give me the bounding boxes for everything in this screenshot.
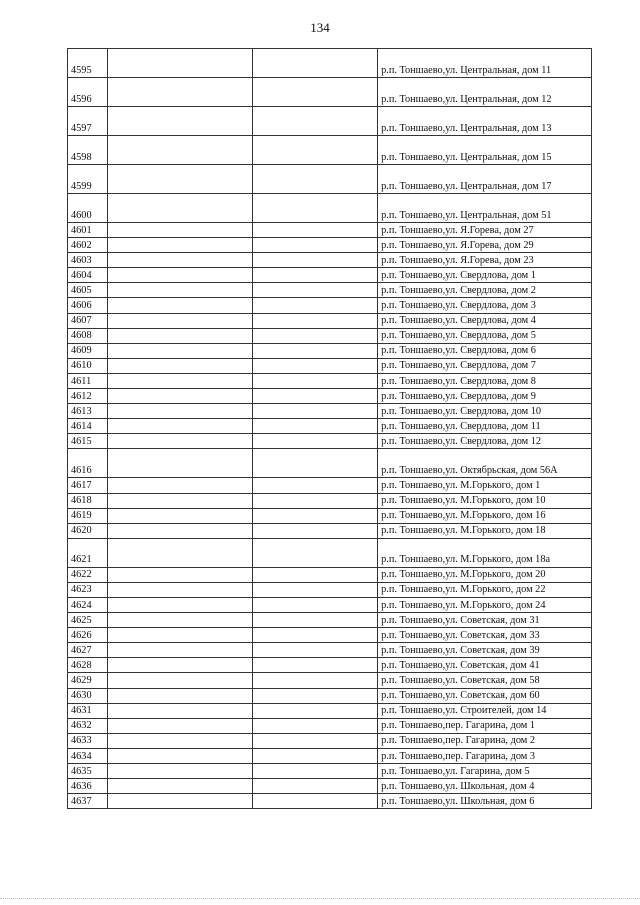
- empty-cell: [253, 658, 378, 673]
- empty-cell: [253, 107, 378, 136]
- address-cell: р.п. Тоншаево,ул. М.Горького, дом 16: [378, 508, 592, 523]
- address-cell: р.п. Тоншаево,ул. М.Горького, дом 18: [378, 523, 592, 538]
- empty-cell: [107, 434, 253, 449]
- empty-cell: [107, 613, 253, 628]
- table-row: [68, 373, 592, 388]
- table-row: [68, 523, 592, 538]
- empty-cell: [107, 764, 253, 779]
- address-cell: р.п. Тоншаево,ул. Я.Горева, дом 23: [378, 253, 592, 268]
- page-number: 134: [310, 20, 330, 35]
- row-number-cell: 4633: [68, 733, 108, 748]
- table-row: [68, 313, 592, 328]
- table-row: [68, 404, 592, 419]
- empty-cell: [107, 478, 253, 493]
- row-number-cell: 4608: [68, 328, 108, 343]
- address-cell: р.п. Тоншаево,ул. М.Горького, дом 1: [378, 478, 592, 493]
- address-cell: р.п. Тоншаево,ул. Советская, дом 33: [378, 628, 592, 643]
- empty-cell: [107, 779, 253, 794]
- row-number-cell: 4610: [68, 358, 108, 373]
- empty-cell: [107, 449, 253, 478]
- address-cell: р.п. Тоншаево,ул. Свердлова, дом 8: [378, 373, 592, 388]
- table-row: [68, 508, 592, 523]
- row-number-cell: 4623: [68, 582, 108, 597]
- table-row: [68, 493, 592, 508]
- empty-cell: [107, 389, 253, 404]
- address-cell: р.п. Тоншаево,ул. Свердлова, дом 1: [378, 268, 592, 283]
- empty-cell: [253, 238, 378, 253]
- row-number-cell: 4636: [68, 779, 108, 794]
- table-row: [68, 538, 592, 567]
- empty-cell: [253, 493, 378, 508]
- empty-cell: [107, 194, 253, 223]
- empty-cell: [253, 628, 378, 643]
- empty-cell: [253, 343, 378, 358]
- empty-cell: [253, 253, 378, 268]
- address-cell: р.п. Тоншаево,ул. Советская, дом 60: [378, 688, 592, 703]
- row-number-cell: 4620: [68, 523, 108, 538]
- table-row: [68, 49, 592, 78]
- row-number-cell: 4622: [68, 567, 108, 582]
- table-row: [68, 268, 592, 283]
- address-cell: р.п. Тоншаево,ул. Свердлова, дом 12: [378, 434, 592, 449]
- empty-cell: [107, 358, 253, 373]
- empty-cell: [107, 643, 253, 658]
- empty-cell: [107, 238, 253, 253]
- empty-cell: [107, 733, 253, 748]
- empty-cell: [253, 794, 378, 809]
- row-number-cell: 4599: [68, 165, 108, 194]
- address-cell: р.п. Тоншаево,ул. Гагарина, дом 5: [378, 764, 592, 779]
- table-row: [68, 582, 592, 597]
- row-number-cell: 4630: [68, 688, 108, 703]
- empty-cell: [253, 78, 378, 107]
- address-cell: р.п. Тоншаево,ул. Октябрьская, дом 56А: [378, 449, 592, 478]
- table-row: [68, 794, 592, 809]
- row-number-cell: 4618: [68, 493, 108, 508]
- row-number-cell: 4598: [68, 136, 108, 165]
- table-row: [68, 567, 592, 582]
- row-number-cell: 4596: [68, 78, 108, 107]
- address-cell: р.п. Тоншаево,ул. Строителей, дом 14: [378, 703, 592, 718]
- empty-cell: [107, 136, 253, 165]
- empty-cell: [107, 597, 253, 612]
- row-number-cell: 4625: [68, 613, 108, 628]
- empty-cell: [253, 748, 378, 763]
- empty-cell: [107, 688, 253, 703]
- row-number-cell: 4615: [68, 434, 108, 449]
- address-cell: р.п. Тоншаево,ул. Свердлова, дом 5: [378, 328, 592, 343]
- address-cell: р.п. Тоншаево,ул. Советская, дом 31: [378, 613, 592, 628]
- address-cell: р.п. Тоншаево,ул. Я.Горева, дом 27: [378, 223, 592, 238]
- empty-cell: [107, 78, 253, 107]
- empty-cell: [107, 582, 253, 597]
- empty-cell: [107, 538, 253, 567]
- empty-cell: [107, 313, 253, 328]
- empty-cell: [253, 404, 378, 419]
- table-row: [68, 688, 592, 703]
- address-cell: р.п. Тоншаево,ул. Советская, дом 41: [378, 658, 592, 673]
- table-row: [68, 673, 592, 688]
- row-number-cell: 4631: [68, 703, 108, 718]
- empty-cell: [107, 523, 253, 538]
- row-number-cell: 4621: [68, 538, 108, 567]
- row-number-cell: 4597: [68, 107, 108, 136]
- address-cell: р.п. Тоншаево,ул. М.Горького, дом 10: [378, 493, 592, 508]
- empty-cell: [253, 165, 378, 194]
- empty-cell: [107, 419, 253, 434]
- address-cell: р.п. Тоншаево,пер. Гагарина, дом 3: [378, 748, 592, 763]
- table-row: [68, 136, 592, 165]
- empty-cell: [107, 165, 253, 194]
- address-cell: р.п. Тоншаево,ул. Свердлова, дом 3: [378, 298, 592, 313]
- address-cell: р.п. Тоншаево,ул. Свердлова, дом 10: [378, 404, 592, 419]
- empty-cell: [107, 268, 253, 283]
- empty-cell: [107, 328, 253, 343]
- table-row: [68, 328, 592, 343]
- empty-cell: [107, 628, 253, 643]
- table-row: [68, 703, 592, 718]
- empty-cell: [253, 703, 378, 718]
- table-row: [68, 748, 592, 763]
- row-number-cell: 4604: [68, 268, 108, 283]
- row-number-cell: 4619: [68, 508, 108, 523]
- empty-cell: [107, 404, 253, 419]
- table-row: [68, 298, 592, 313]
- empty-cell: [107, 748, 253, 763]
- row-number-cell: 4607: [68, 313, 108, 328]
- empty-cell: [253, 373, 378, 388]
- row-number-cell: 4595: [68, 49, 108, 78]
- address-cell: р.п. Тоншаево,ул. Центральная, дом 51: [378, 194, 592, 223]
- address-cell: р.п. Тоншаево,ул. Я.Горева, дом 29: [378, 238, 592, 253]
- empty-cell: [107, 673, 253, 688]
- row-number-cell: 4637: [68, 794, 108, 809]
- address-cell: р.п. Тоншаево,ул. Свердлова, дом 11: [378, 419, 592, 434]
- empty-cell: [253, 449, 378, 478]
- empty-cell: [107, 373, 253, 388]
- table-row: [68, 718, 592, 733]
- address-cell: р.п. Тоншаево,пер. Гагарина, дом 2: [378, 733, 592, 748]
- empty-cell: [253, 136, 378, 165]
- empty-cell: [253, 223, 378, 238]
- empty-cell: [253, 538, 378, 567]
- empty-cell: [107, 253, 253, 268]
- address-cell: р.п. Тоншаево,ул. Центральная, дом 12: [378, 78, 592, 107]
- row-number-cell: 4626: [68, 628, 108, 643]
- empty-cell: [107, 703, 253, 718]
- table-row: [68, 389, 592, 404]
- empty-cell: [253, 582, 378, 597]
- row-number-cell: 4606: [68, 298, 108, 313]
- row-number-cell: 4602: [68, 238, 108, 253]
- empty-cell: [253, 434, 378, 449]
- empty-cell: [107, 718, 253, 733]
- empty-cell: [253, 268, 378, 283]
- table-row: [68, 733, 592, 748]
- empty-cell: [253, 283, 378, 298]
- address-cell: р.п. Тоншаево,ул. Свердлова, дом 2: [378, 283, 592, 298]
- address-cell: р.п. Тоншаево,ул. Школьная, дом 6: [378, 794, 592, 809]
- table-row: [68, 253, 592, 268]
- empty-cell: [107, 49, 253, 78]
- row-number-cell: 4601: [68, 223, 108, 238]
- address-cell: р.п. Тоншаево,ул. Свердлова, дом 4: [378, 313, 592, 328]
- row-number-cell: 4616: [68, 449, 108, 478]
- table-row: [68, 779, 592, 794]
- row-number-cell: 4605: [68, 283, 108, 298]
- empty-cell: [253, 764, 378, 779]
- empty-cell: [253, 508, 378, 523]
- empty-cell: [253, 49, 378, 78]
- registry-body: [68, 49, 592, 809]
- table-row: [68, 343, 592, 358]
- empty-cell: [253, 328, 378, 343]
- page-bottom-divider: [0, 898, 640, 899]
- empty-cell: [107, 107, 253, 136]
- address-cell: р.п. Тоншаево,ул. Центральная, дом 13: [378, 107, 592, 136]
- empty-cell: [253, 718, 378, 733]
- table-row: [68, 449, 592, 478]
- table-row: [68, 107, 592, 136]
- table-row: [68, 165, 592, 194]
- table-row: [68, 628, 592, 643]
- table-row: [68, 764, 592, 779]
- address-cell: р.п. Тоншаево,ул. М.Горького, дом 24: [378, 597, 592, 612]
- empty-cell: [253, 358, 378, 373]
- row-number-cell: 4614: [68, 419, 108, 434]
- address-cell: р.п. Тоншаево,ул. Центральная, дом 17: [378, 165, 592, 194]
- address-cell: р.п. Тоншаево,ул. М.Горького, дом 22: [378, 582, 592, 597]
- row-number-cell: 4627: [68, 643, 108, 658]
- row-number-cell: 4632: [68, 718, 108, 733]
- table-row: [68, 597, 592, 612]
- empty-cell: [107, 343, 253, 358]
- table-row: [68, 643, 592, 658]
- empty-cell: [253, 567, 378, 582]
- table-row: [68, 223, 592, 238]
- empty-cell: [107, 298, 253, 313]
- row-number-cell: 4635: [68, 764, 108, 779]
- empty-cell: [253, 613, 378, 628]
- table-row: [68, 658, 592, 673]
- row-number-cell: 4624: [68, 597, 108, 612]
- table-row: [68, 358, 592, 373]
- address-cell: р.п. Тоншаево,ул. Советская, дом 58: [378, 673, 592, 688]
- table-row: [68, 194, 592, 223]
- row-number-cell: 4612: [68, 389, 108, 404]
- address-cell: р.п. Тоншаево,ул. Школьная, дом 4: [378, 779, 592, 794]
- address-cell: р.п. Тоншаево,ул. Советская, дом 39: [378, 643, 592, 658]
- table-row: [68, 283, 592, 298]
- empty-cell: [107, 283, 253, 298]
- empty-cell: [253, 419, 378, 434]
- empty-cell: [107, 658, 253, 673]
- table-row: [68, 78, 592, 107]
- row-number-cell: 4613: [68, 404, 108, 419]
- empty-cell: [107, 508, 253, 523]
- row-number-cell: 4634: [68, 748, 108, 763]
- empty-cell: [253, 643, 378, 658]
- empty-cell: [253, 597, 378, 612]
- table-row: [68, 613, 592, 628]
- address-cell: р.п. Тоншаево,ул. Центральная, дом 15: [378, 136, 592, 165]
- empty-cell: [253, 523, 378, 538]
- address-cell: р.п. Тоншаево,ул. Центральная, дом 11: [378, 49, 592, 78]
- address-cell: р.п. Тоншаево,ул. Свердлова, дом 7: [378, 358, 592, 373]
- address-cell: р.п. Тоншаево,ул. М.Горького, дом 18а: [378, 538, 592, 567]
- row-number-cell: 4629: [68, 673, 108, 688]
- address-cell: р.п. Тоншаево,пер. Гагарина, дом 1: [378, 718, 592, 733]
- row-number-cell: 4617: [68, 478, 108, 493]
- empty-cell: [253, 779, 378, 794]
- empty-cell: [253, 688, 378, 703]
- row-number-cell: 4603: [68, 253, 108, 268]
- address-cell: р.п. Тоншаево,ул. Свердлова, дом 6: [378, 343, 592, 358]
- address-registry-table: [67, 48, 592, 809]
- row-number-cell: 4611: [68, 373, 108, 388]
- empty-cell: [107, 223, 253, 238]
- table-row: [68, 419, 592, 434]
- table-row: [68, 238, 592, 253]
- empty-cell: [107, 567, 253, 582]
- empty-cell: [253, 194, 378, 223]
- empty-cell: [107, 493, 253, 508]
- empty-cell: [253, 298, 378, 313]
- table-row: [68, 478, 592, 493]
- empty-cell: [253, 389, 378, 404]
- table-row: [68, 434, 592, 449]
- empty-cell: [253, 313, 378, 328]
- empty-cell: [253, 733, 378, 748]
- empty-cell: [253, 673, 378, 688]
- row-number-cell: 4609: [68, 343, 108, 358]
- empty-cell: [107, 794, 253, 809]
- address-cell: р.п. Тоншаево,ул. Свердлова, дом 9: [378, 389, 592, 404]
- empty-cell: [253, 478, 378, 493]
- row-number-cell: 4600: [68, 194, 108, 223]
- row-number-cell: 4628: [68, 658, 108, 673]
- address-cell: р.п. Тоншаево,ул. М.Горького, дом 20: [378, 567, 592, 582]
